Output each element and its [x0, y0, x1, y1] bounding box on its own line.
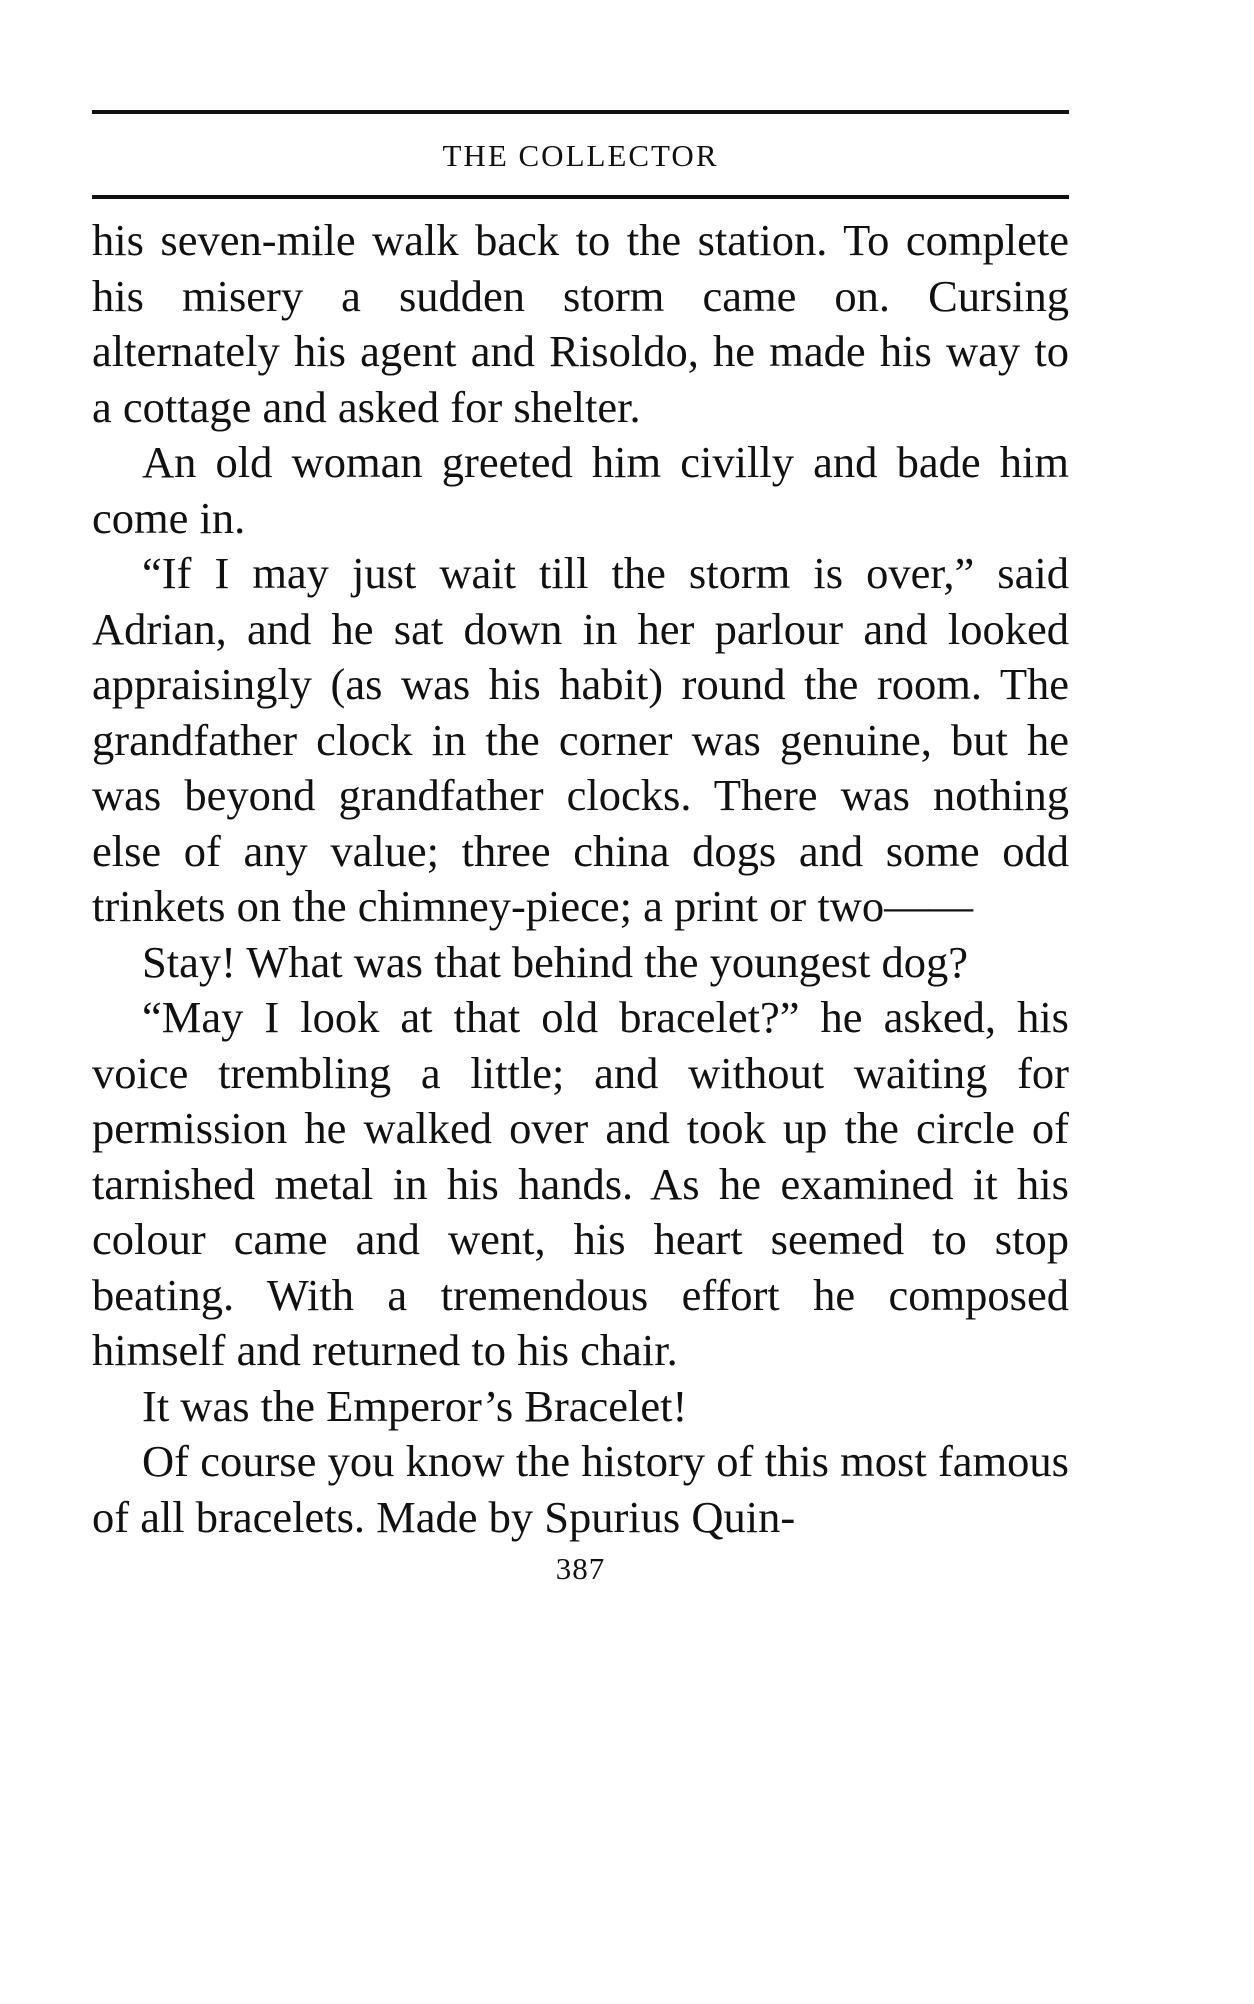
book-page — [92, 110, 1069, 1587]
paragraph: It was the Emperor’s Bracelet! — [142, 1380, 688, 1431]
paragraph: An old woman greeted him civilly and bade him come in. — [92, 437, 1069, 543]
page-number: 387 — [555, 1551, 606, 1586]
header-rule-top — [92, 110, 1069, 114]
paragraph: Of course you know the history of this most famous of all bracelets. Made by Spurius Quin- — [92, 1436, 1069, 1542]
paragraph-continued: his seven-mile walk back to the station. To complete his misery a sudden storm came on. Cursing alternately his agent and Risoldo, he made his way to a cottage and asked for shelter. — [92, 215, 1069, 432]
body-text — [92, 213, 1069, 1545]
paragraph: “May I look at that old bracelet?” he asked, his voice trembling a little; and without waiting for permission he walked over and took up the circle of tarnished metal in his hands. As he examined it his colour came and went, his heart seemed to stop beating. With a tremendous effort he composed himself and returned to his chair. — [92, 992, 1069, 1375]
running-title: THE COLLECTOR — [442, 138, 719, 173]
paragraph: Stay! What was that behind the youngest dog? — [142, 936, 968, 987]
paragraph: “If I may just wait till the storm is over,” said Adrian, and he sat down in her parlour and looked appraisingly (as was his habit) round the room. The grandfather clock in the corner was genuine, but he was beyond grandfather clocks. There was nothing else of any value; three china dogs and some odd trinkets on the chimney-piece; a print or two—— — [92, 548, 1069, 931]
header-rule-bottom — [92, 195, 1069, 199]
